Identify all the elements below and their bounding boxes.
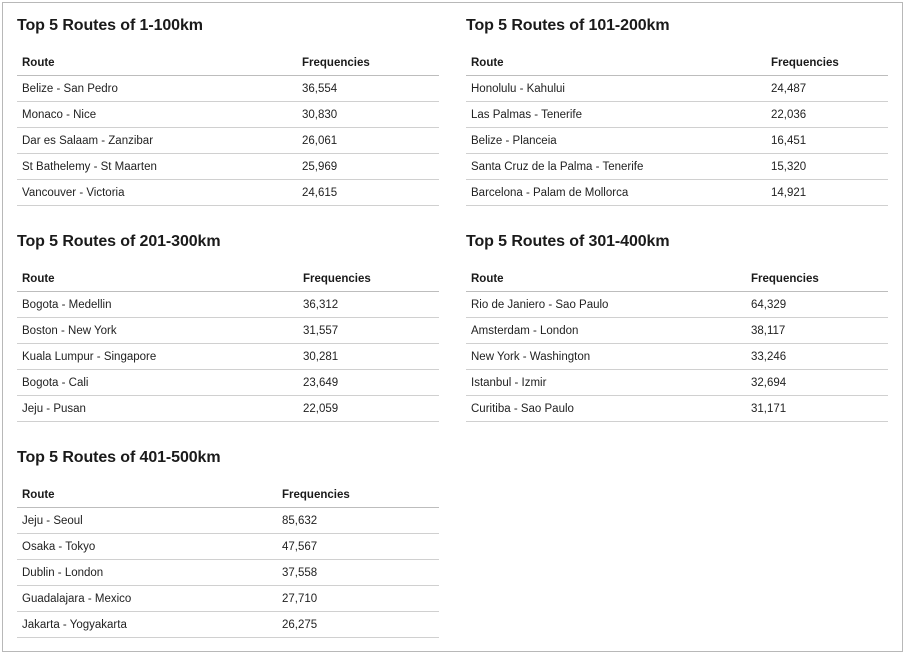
frequency-cell: 38,117 <box>746 318 888 344</box>
table-row <box>17 128 439 154</box>
column-header-route: Route <box>17 51 297 76</box>
table-row <box>17 396 439 422</box>
frequency-cell: 32,694 <box>746 370 888 396</box>
table-row <box>17 344 439 370</box>
frequency-cell: 14,921 <box>766 180 888 206</box>
route-cell: Rio de Janiero - Sao Paulo <box>466 292 746 318</box>
route-cell: Jeju - Seoul <box>17 508 277 534</box>
frequency-cell: 30,830 <box>297 102 439 128</box>
frequency-cell: 64,329 <box>746 292 888 318</box>
frequency-cell: 33,246 <box>746 344 888 370</box>
route-cell: Jakarta - Yogyakarta <box>17 612 277 638</box>
table-row <box>17 508 439 534</box>
routes-table <box>17 267 439 422</box>
table-row <box>466 128 888 154</box>
route-cell: Honolulu - Kahului <box>466 76 766 102</box>
section-title: Top 5 Routes of 301-400km <box>466 233 670 250</box>
route-cell: Guadalajara - Mexico <box>17 586 277 612</box>
frequency-cell: 25,969 <box>297 154 439 180</box>
column-header-frequencies: Frequencies <box>298 267 439 292</box>
route-cell: Vancouver - Victoria <box>17 180 297 206</box>
column-header-frequencies: Frequencies <box>297 51 439 76</box>
table-row <box>466 318 888 344</box>
section-1-100km <box>17 16 439 206</box>
section-title: Top 5 Routes of 101-200km <box>466 17 670 34</box>
section-201-300km <box>17 232 439 422</box>
section-401-500km <box>17 448 439 638</box>
frequency-cell: 36,312 <box>298 292 439 318</box>
frequency-cell: 22,036 <box>766 102 888 128</box>
frequency-cell: 37,558 <box>277 560 439 586</box>
route-cell: Bogota - Cali <box>17 370 298 396</box>
table-header-row <box>17 51 439 76</box>
table-row <box>17 612 439 638</box>
routes-table <box>17 51 439 206</box>
frequency-cell: 31,557 <box>298 318 439 344</box>
route-cell: Dar es Salaam - Zanzibar <box>17 128 297 154</box>
section-title: Top 5 Routes of 401-500km <box>17 449 221 466</box>
route-cell: Kuala Lumpur - Singapore <box>17 344 298 370</box>
section-101-200km <box>466 16 888 206</box>
routes-table <box>466 267 888 422</box>
column-header-frequencies: Frequencies <box>766 51 888 76</box>
table-row <box>17 560 439 586</box>
route-cell: Las Palmas - Tenerife <box>466 102 766 128</box>
frequency-cell: 16,451 <box>766 128 888 154</box>
frequency-cell: 27,710 <box>277 586 439 612</box>
table-row <box>17 370 439 396</box>
table-row <box>17 154 439 180</box>
route-cell: Barcelona - Palam de Mollorca <box>466 180 766 206</box>
frequency-cell: 26,061 <box>297 128 439 154</box>
section-title: Top 5 Routes of 1-100km <box>17 17 203 34</box>
route-cell: Boston - New York <box>17 318 298 344</box>
section-title: Top 5 Routes of 201-300km <box>17 233 221 250</box>
table-row <box>17 76 439 102</box>
column-header-route: Route <box>17 483 277 508</box>
route-cell: St Bathelemy - St Maarten <box>17 154 297 180</box>
table-row <box>17 318 439 344</box>
column-header-route: Route <box>466 51 766 76</box>
frequency-cell: 22,059 <box>298 396 439 422</box>
route-cell: Bogota - Medellin <box>17 292 298 318</box>
route-cell: Belize - Planceia <box>466 128 766 154</box>
column-header-frequencies: Frequencies <box>277 483 439 508</box>
route-cell: Santa Cruz de la Palma - Tenerife <box>466 154 766 180</box>
route-cell: Belize - San Pedro <box>17 76 297 102</box>
frequency-cell: 26,275 <box>277 612 439 638</box>
column-header-frequencies: Frequencies <box>746 267 888 292</box>
table-header-row <box>466 267 888 292</box>
frequency-cell: 47,567 <box>277 534 439 560</box>
frequency-cell: 85,632 <box>277 508 439 534</box>
route-cell: Monaco - Nice <box>17 102 297 128</box>
frequency-cell: 24,615 <box>297 180 439 206</box>
route-cell: Curitiba - Sao Paulo <box>466 396 746 422</box>
frequency-cell: 31,171 <box>746 396 888 422</box>
table-row <box>466 180 888 206</box>
table-row <box>466 370 888 396</box>
routes-table <box>17 483 439 638</box>
table-row <box>466 102 888 128</box>
route-cell: Jeju - Pusan <box>17 396 298 422</box>
table-row <box>466 344 888 370</box>
route-cell: Osaka - Tokyo <box>17 534 277 560</box>
route-cell: New York - Washington <box>466 344 746 370</box>
frequency-cell: 23,649 <box>298 370 439 396</box>
frequency-cell: 15,320 <box>766 154 888 180</box>
table-header-row <box>17 267 439 292</box>
table-row <box>17 534 439 560</box>
route-cell: Amsterdam - London <box>466 318 746 344</box>
table-row <box>466 396 888 422</box>
section-301-400km <box>466 232 888 422</box>
table-row <box>466 76 888 102</box>
table-row <box>466 154 888 180</box>
table-row <box>17 586 439 612</box>
table-header-row <box>466 51 888 76</box>
frequency-cell: 30,281 <box>298 344 439 370</box>
frequency-cell: 24,487 <box>766 76 888 102</box>
route-cell: Dublin - London <box>17 560 277 586</box>
route-cell: Istanbul - Izmir <box>466 370 746 396</box>
table-row <box>466 292 888 318</box>
routes-table <box>466 51 888 206</box>
frequency-cell: 36,554 <box>297 76 439 102</box>
column-header-route: Route <box>17 267 298 292</box>
column-header-route: Route <box>466 267 746 292</box>
table-header-row <box>17 483 439 508</box>
table-row <box>17 292 439 318</box>
table-row <box>17 180 439 206</box>
table-row <box>17 102 439 128</box>
